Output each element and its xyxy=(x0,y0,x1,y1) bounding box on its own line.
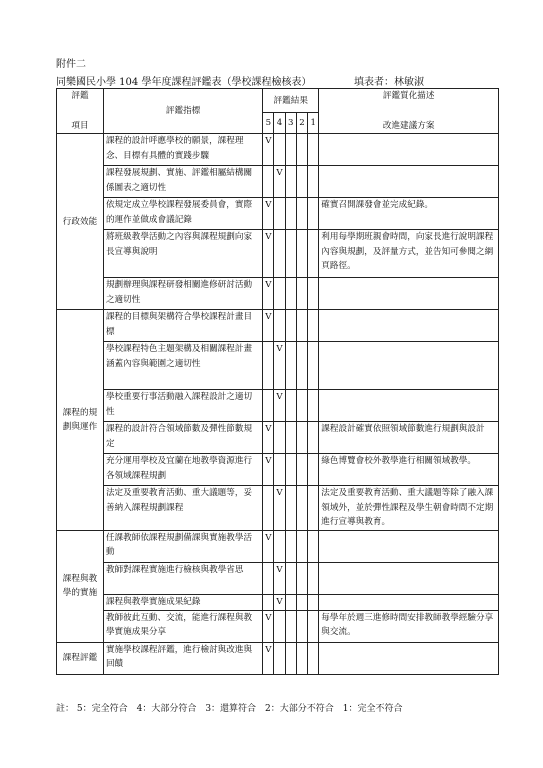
description-cell xyxy=(319,310,499,342)
description-cell xyxy=(319,530,499,562)
score-cell xyxy=(274,134,285,166)
score-cell xyxy=(296,166,307,198)
indicator-cell: 依規定成立學校課程發展委員會，實際的運作並做成會議記錄 xyxy=(103,198,262,230)
score-cell xyxy=(274,454,285,486)
score-cell xyxy=(296,610,307,642)
check-mark: V xyxy=(265,532,272,543)
category-cell: 課程的規劃與運作 xyxy=(57,310,104,531)
header-description: 評鑑質化描述 改進建議方案 xyxy=(319,89,499,134)
table-row xyxy=(57,486,499,531)
check-mark: V xyxy=(276,596,283,607)
description-cell xyxy=(319,562,499,594)
category-cell: 課程評鑑 xyxy=(57,642,104,674)
check-mark: V xyxy=(276,488,283,498)
score-cell xyxy=(285,454,296,486)
description-cell: 綠色博覽會校外教學進行相關領域教學。 xyxy=(319,454,499,486)
score-cell xyxy=(285,230,296,278)
score-cell xyxy=(274,530,285,562)
indicator-cell: 課程的目標與架構符合學校課程計畫目標 xyxy=(103,310,262,342)
description-cell xyxy=(319,134,499,166)
score-cell xyxy=(263,530,274,562)
score-cell xyxy=(263,562,274,594)
score-cell xyxy=(296,278,307,310)
score-cell xyxy=(285,342,296,390)
description-cell xyxy=(319,594,499,610)
document-title: 同樂國民小學 104 學年度課程評鑑表（學校課程檢核表） xyxy=(56,77,312,88)
table-row xyxy=(57,390,499,422)
indicator-cell: 將班級教學活動之內容與課程規劃向家長宣導與說明 xyxy=(103,230,262,278)
score-cell xyxy=(263,390,274,422)
score-cell xyxy=(263,166,274,198)
score-cell xyxy=(308,530,319,562)
description-cell: 每學年於週三進修時間安排教師教學經驗分享與交流。 xyxy=(319,610,499,642)
score-cell xyxy=(296,454,307,486)
header-results: 評鑑結果 xyxy=(263,89,319,113)
check-mark: V xyxy=(265,456,272,466)
score-cell xyxy=(263,134,274,166)
indicator-cell: 課程發展規劃、實施、評鑑相屬結構關係圖表之適切性 xyxy=(103,166,262,198)
header-indicator: 評鑑指標 xyxy=(103,89,262,134)
score-cell xyxy=(308,278,319,310)
table-row xyxy=(57,454,499,486)
check-mark: V xyxy=(265,424,272,434)
score-cell xyxy=(296,310,307,342)
score-cell xyxy=(263,486,274,531)
score-cell xyxy=(274,594,285,610)
score-cell xyxy=(296,134,307,166)
score-cell xyxy=(274,166,285,198)
score-cell xyxy=(308,642,319,674)
table-row xyxy=(57,198,499,230)
table-row xyxy=(57,530,499,562)
table-row xyxy=(57,230,499,278)
score-header-4: 4 xyxy=(274,113,285,134)
score-cell xyxy=(296,642,307,674)
score-cell xyxy=(274,610,285,642)
score-cell xyxy=(308,610,319,642)
check-mark: V xyxy=(265,136,272,146)
score-cell xyxy=(263,642,274,674)
score-cell xyxy=(296,342,307,390)
check-mark: V xyxy=(265,644,272,655)
score-cell xyxy=(263,342,274,390)
score-header-5: 5 xyxy=(263,113,274,134)
category-cell: 行政效能 xyxy=(57,134,104,310)
score-cell xyxy=(263,278,274,310)
score-cell xyxy=(285,310,296,342)
indicator-cell: 學校重要行事活動融入課程設計之適切性 xyxy=(103,390,262,422)
score-cell xyxy=(274,422,285,454)
score-cell xyxy=(296,422,307,454)
score-header-1: 1 xyxy=(308,113,319,134)
table-row xyxy=(57,422,499,454)
score-cell xyxy=(296,594,307,610)
score-cell xyxy=(296,486,307,531)
table-row xyxy=(57,594,499,610)
score-cell xyxy=(308,594,319,610)
description-cell xyxy=(319,278,499,310)
score-cell xyxy=(285,486,296,531)
score-cell xyxy=(274,198,285,230)
filler-name: 填表者：林敏淑 xyxy=(354,77,424,88)
check-mark: V xyxy=(276,564,283,575)
description-cell xyxy=(319,642,499,674)
score-cell xyxy=(274,342,285,390)
table-row xyxy=(57,342,499,390)
score-cell xyxy=(263,310,274,342)
table-row xyxy=(57,310,499,342)
score-header-3: 3 xyxy=(285,113,296,134)
score-cell xyxy=(274,310,285,342)
table-row xyxy=(57,134,499,166)
score-cell xyxy=(274,486,285,531)
check-mark: V xyxy=(265,312,272,322)
indicator-cell: 教師對課程實施進行檢核與教學省思 xyxy=(103,562,262,594)
score-cell xyxy=(274,278,285,310)
indicator-cell: 學校課程特色主題架構及相關課程計畫涵蓋內容與範圍之適切性 xyxy=(103,342,262,390)
table-row xyxy=(57,642,499,674)
evaluation-table xyxy=(56,88,499,675)
score-cell xyxy=(274,230,285,278)
score-cell xyxy=(308,454,319,486)
score-cell xyxy=(263,454,274,486)
indicator-cell: 課程與教學實施成果紀錄 xyxy=(103,594,262,610)
score-cell xyxy=(274,562,285,594)
document-header xyxy=(56,73,496,88)
score-cell xyxy=(285,390,296,422)
score-cell xyxy=(285,278,296,310)
check-mark: V xyxy=(265,280,272,290)
score-cell xyxy=(285,594,296,610)
table-row xyxy=(57,562,499,594)
score-cell xyxy=(308,486,319,531)
check-mark: V xyxy=(265,612,272,623)
indicator-cell: 課程的設計呼應學校的願景，課程理念、目標有具體的實踐步驟 xyxy=(103,134,262,166)
score-cell xyxy=(285,642,296,674)
legend-notes: 註： 5：完全符合 4：大部分符合 3：還算符合 2：大部分不符合 1：完全不符合 xyxy=(56,704,403,714)
score-cell xyxy=(296,198,307,230)
indicator-cell: 規劃辦理與課程研發相關進修研討活動之適切性 xyxy=(103,278,262,310)
indicator-cell: 充分運用學校及宜蘭在地教學資源進行各領域課程規劃 xyxy=(103,454,262,486)
score-cell xyxy=(285,166,296,198)
score-cell xyxy=(285,530,296,562)
score-cell xyxy=(285,198,296,230)
description-cell: 利用每學期班親會時間，向家長進行說明課程內容與規劃，及評量方式，並告知可參閱之網頁路徑。 xyxy=(319,230,499,278)
score-cell xyxy=(308,342,319,390)
score-cell xyxy=(285,610,296,642)
indicator-cell: 教師彼此互動、交流，能進行課程與教學實施成果分享 xyxy=(103,610,262,642)
score-cell xyxy=(263,422,274,454)
indicator-cell: 法定及重要教育活動、重大議題等，妥善納入課程規劃課程 xyxy=(103,486,262,531)
score-cell xyxy=(308,230,319,278)
description-cell: 課程設計確實依照領域節數進行規劃與設計 xyxy=(319,422,499,454)
description-cell xyxy=(319,342,499,390)
score-cell xyxy=(296,390,307,422)
check-mark: V xyxy=(265,232,272,242)
score-cell xyxy=(308,310,319,342)
attachment-label: 附件二 xyxy=(56,59,86,70)
score-cell xyxy=(296,230,307,278)
check-mark: V xyxy=(265,200,272,210)
indicator-cell: 課程的設計符合領域節數及彈性節數規定 xyxy=(103,422,262,454)
score-cell xyxy=(308,166,319,198)
score-cell xyxy=(296,562,307,594)
indicator-cell: 任課教師依課程規劃備課與實施教學活動 xyxy=(103,530,262,562)
header-category: 評鑑 項目 xyxy=(57,89,104,134)
score-cell xyxy=(308,198,319,230)
score-cell xyxy=(285,134,296,166)
description-cell: 法定及重要教育活動、重大議題等除了融入課領域外，並於彈性課程及學生朝會時間不定期進行宣導與教育。 xyxy=(319,486,499,531)
table-body xyxy=(57,134,499,675)
table-row xyxy=(57,278,499,310)
score-cell xyxy=(274,642,285,674)
score-cell xyxy=(274,390,285,422)
score-cell xyxy=(263,610,274,642)
description-cell xyxy=(319,390,499,422)
score-cell xyxy=(308,422,319,454)
score-cell xyxy=(296,530,307,562)
check-mark: V xyxy=(276,344,283,354)
score-cell xyxy=(308,390,319,422)
score-cell xyxy=(263,594,274,610)
description-cell: 確實召開課發會並完成紀錄。 xyxy=(319,198,499,230)
table-row xyxy=(57,166,499,198)
score-cell xyxy=(285,422,296,454)
indicator-cell: 實施學校課程評鑑，進行檢討與改進與回饋 xyxy=(103,642,262,674)
check-mark: V xyxy=(276,392,283,402)
score-cell xyxy=(308,562,319,594)
score-header-2: 2 xyxy=(296,113,307,134)
category-cell: 課程與教學的實施 xyxy=(57,530,104,642)
score-cell xyxy=(308,134,319,166)
score-cell xyxy=(263,230,274,278)
description-cell xyxy=(319,166,499,198)
score-cell xyxy=(263,198,274,230)
check-mark: V xyxy=(276,168,283,178)
score-cell xyxy=(285,562,296,594)
table-row xyxy=(57,610,499,642)
